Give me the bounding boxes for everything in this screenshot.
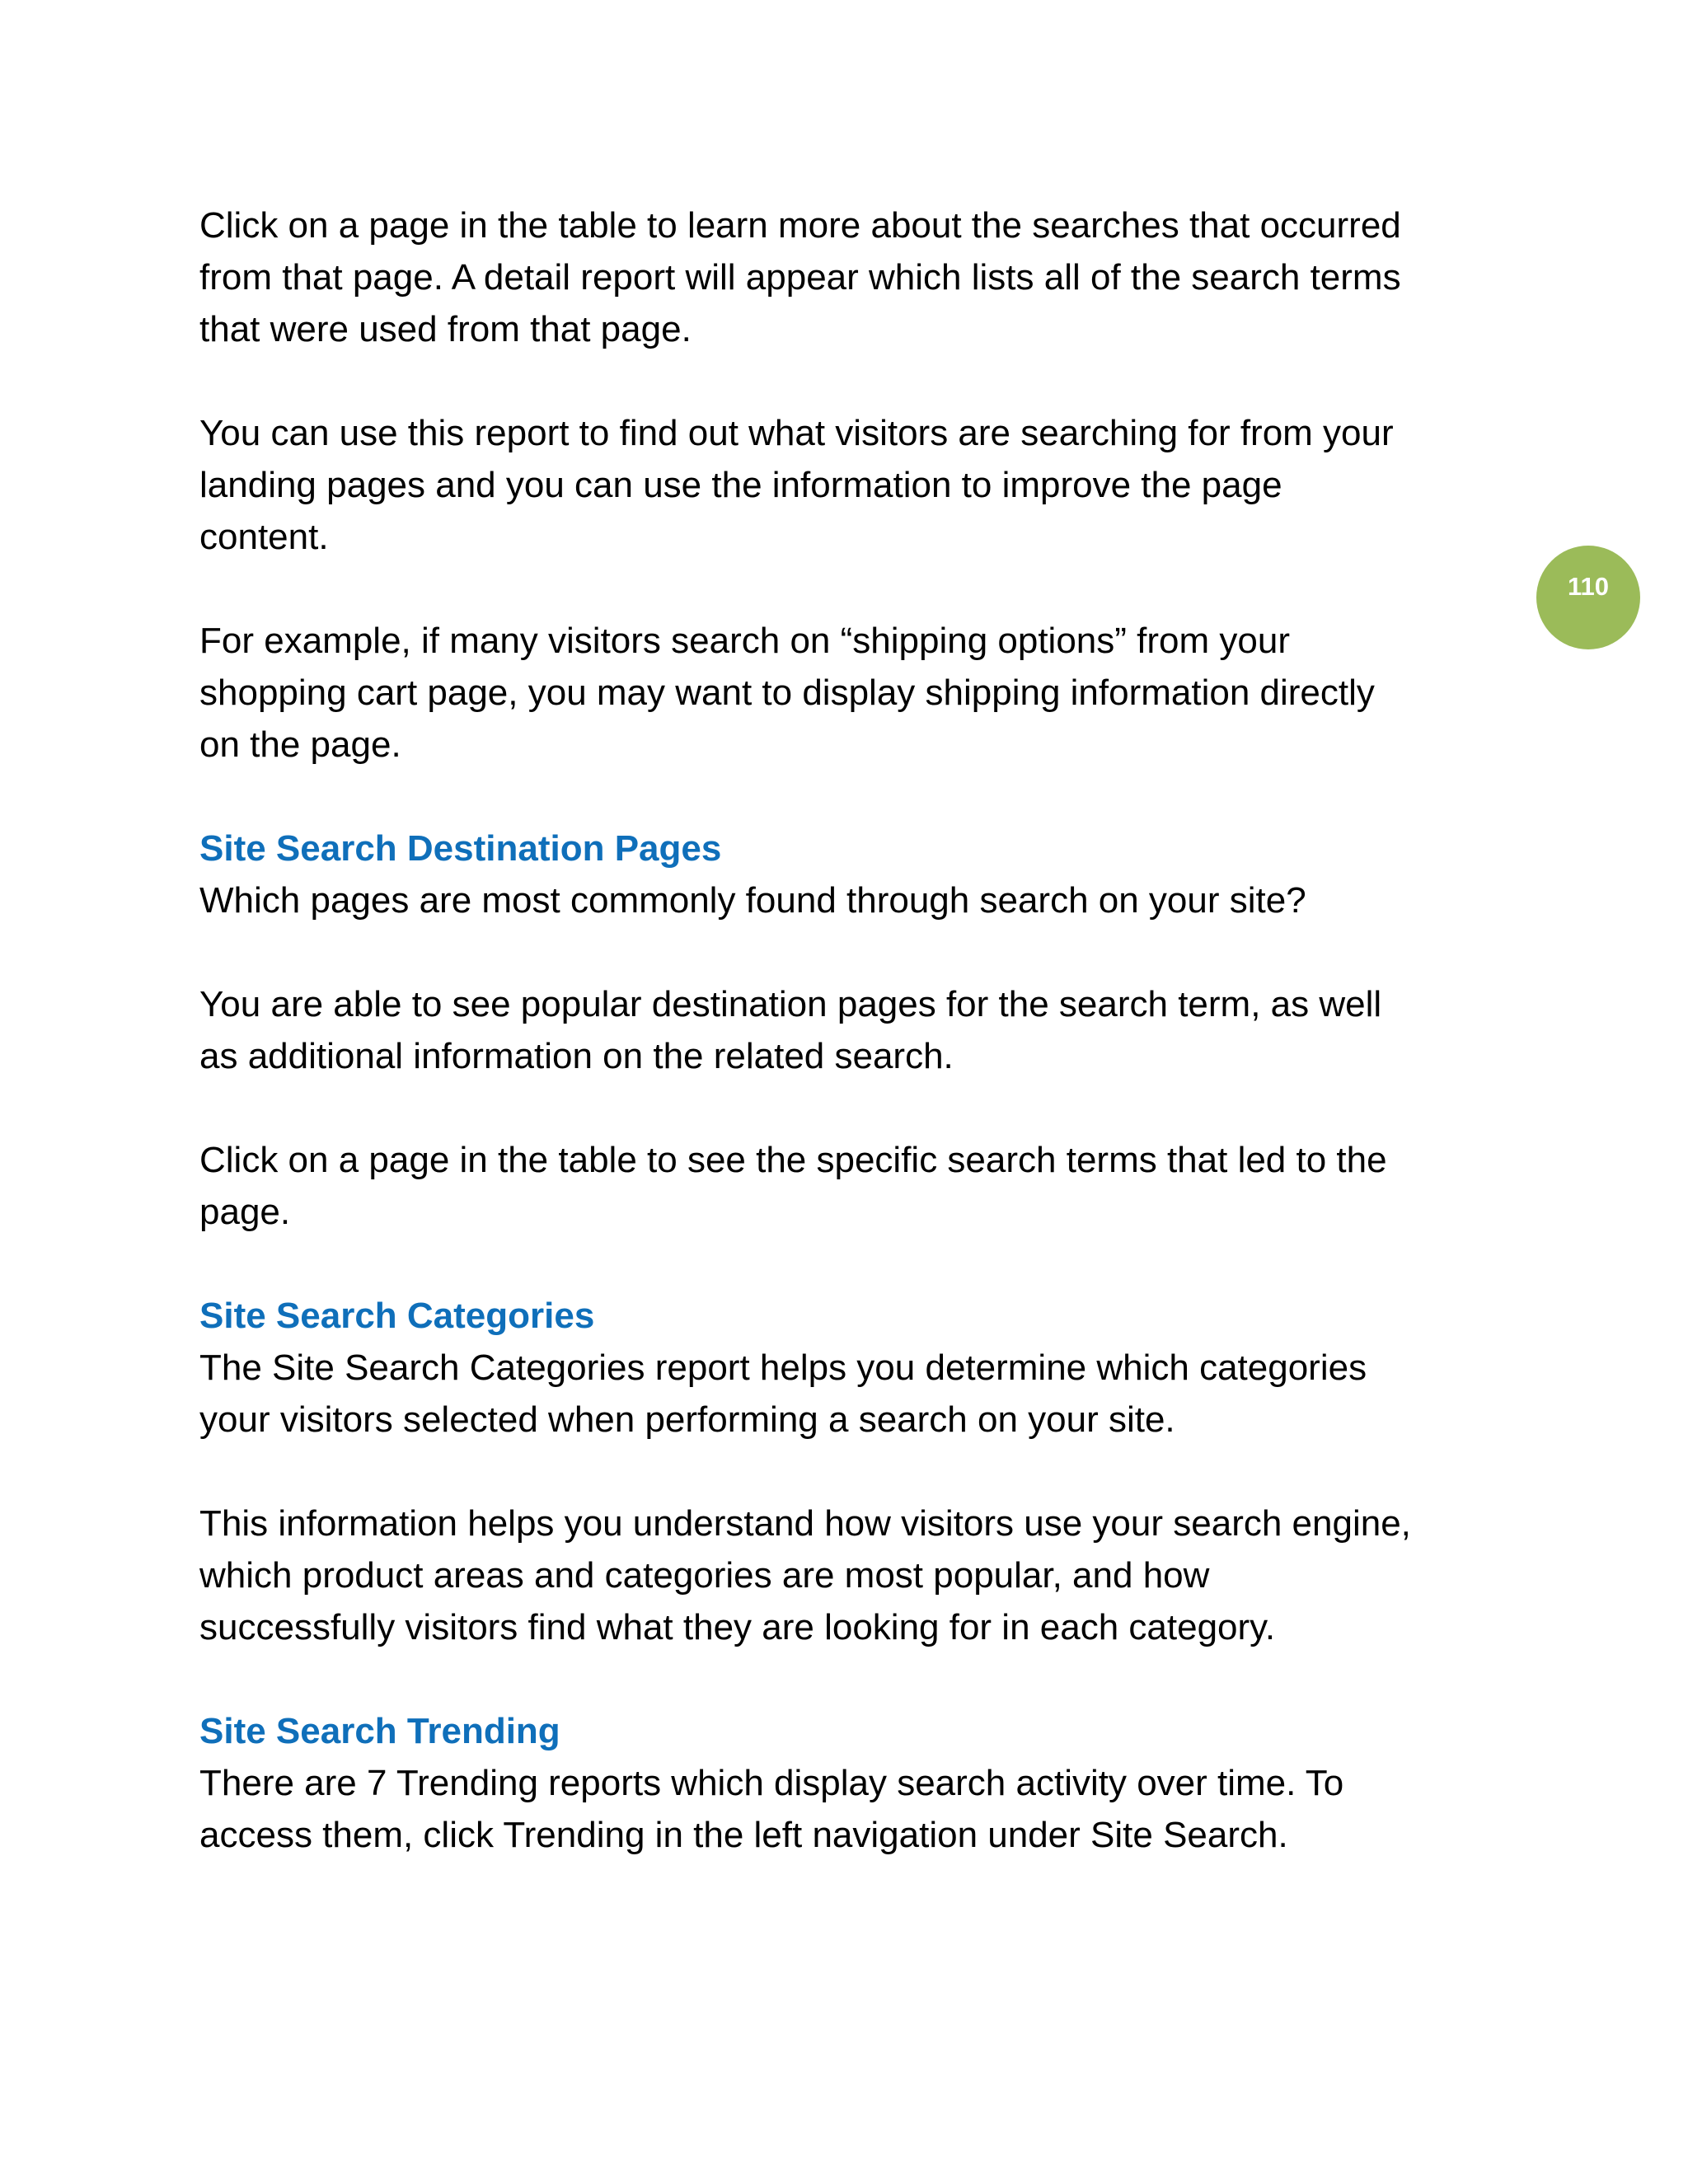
categories-heading: Site Search Categories (199, 1296, 595, 1336)
intro-paragraph-3: For example, if many visitors search on “shipping options” from your shopping cart page, you may want to display shipping information directly on the page. (199, 621, 1375, 765)
categories-paragraph-1: The Site Search Categories report helps you determine which categories your visitors selected when performing a search on your site. (199, 1347, 1367, 1440)
trending-paragraph-1: There are 7 Trending reports which display search activity over time. To access them, click Trending in the left navigation under Site Search. (199, 1763, 1344, 1855)
categories-paragraph-2: This information helps you understand how visitors use your search engine, which product areas and categories are most popular, and how successfully visitors find what they are looking for in each category. (199, 1503, 1411, 1647)
intro-paragraph-1: Click on a page in the table to learn more about the searches that occurred from that page. A detail report will appear which lists all of the search terms that were used from that page. (199, 205, 1401, 349)
destination-pages-paragraph-3: Click on a page in the table to see the specific search terms that led to the page. (199, 1140, 1387, 1232)
destination-pages-heading: Site Search Destination Pages (199, 828, 722, 869)
destination-pages-paragraph-2: You are able to see popular destination pages for the search term, as well as additional information on the related search. (199, 984, 1382, 1076)
intro-paragraph-2: You can use this report to find out what visitors are searching for from your landing pages and you can use the information to improve the page content. (199, 413, 1394, 557)
destination-pages-paragraph-1: Which pages are most commonly found through search on your site? (199, 880, 1306, 921)
page-number: 110 (1567, 572, 1609, 601)
trending-heading: Site Search Trending (199, 1711, 560, 1751)
page-number-badge (1536, 546, 1640, 649)
document-page (199, 199, 1535, 1913)
